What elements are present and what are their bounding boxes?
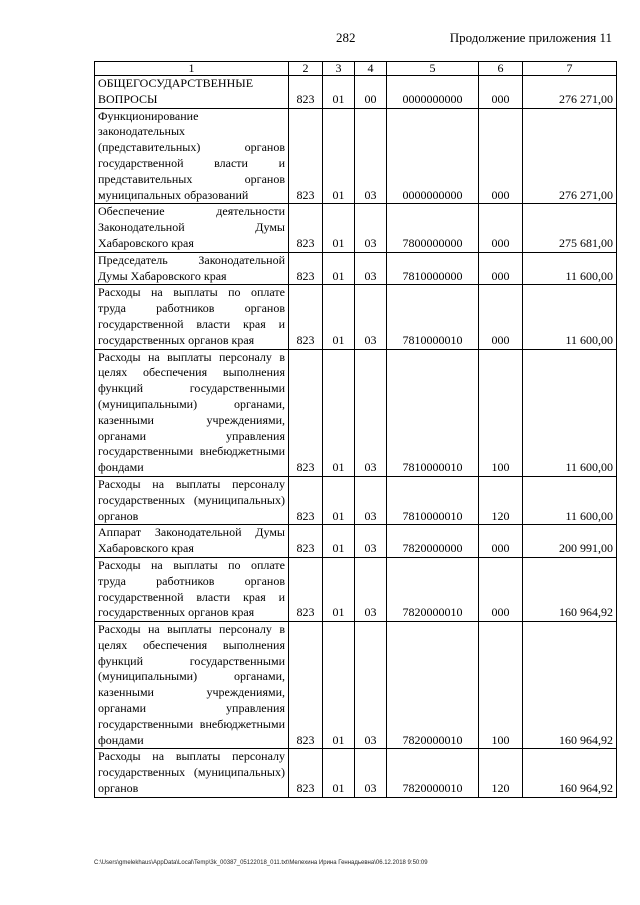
subsection-code: 03 <box>355 622 387 749</box>
expense-type-code: 100 <box>479 349 523 476</box>
amount: 11 600,00 <box>523 252 617 285</box>
amount: 11 600,00 <box>523 285 617 349</box>
amount: 160 964,92 <box>523 557 617 621</box>
appendix-continuation-note: Продолжение приложения 11 <box>449 30 612 45</box>
subsection-code: 03 <box>355 557 387 621</box>
subsection-code: 03 <box>355 525 387 558</box>
column-number: 6 <box>479 62 523 76</box>
subsection-code: 03 <box>355 108 387 204</box>
ministry-code: 823 <box>289 557 323 621</box>
column-number: 7 <box>523 62 617 76</box>
subsection-code: 03 <box>355 749 387 797</box>
expense-name: Аппарат Законодательной Думы Хабаровского края <box>95 525 289 558</box>
section-code: 01 <box>323 622 355 749</box>
target-article-code: 7820000010 <box>387 557 479 621</box>
section-code: 01 <box>323 476 355 524</box>
table-row <box>95 622 617 749</box>
ministry-code: 823 <box>289 108 323 204</box>
table-row <box>95 108 617 204</box>
column-number: 3 <box>323 62 355 76</box>
footer-file-path: C:\Users\gmelekhaus\AppData\Local\Temp\3k_00387_05122018_011.txt\Мелехина Ирина Геннадьевна\06.12.2018 9:50:09 <box>94 860 428 866</box>
section-code: 01 <box>323 525 355 558</box>
table-row <box>95 749 617 797</box>
subsection-code: 03 <box>355 285 387 349</box>
target-article-code: 0000000000 <box>387 108 479 204</box>
section-code: 01 <box>323 285 355 349</box>
ministry-code: 823 <box>289 252 323 285</box>
section-code: 01 <box>323 349 355 476</box>
expense-type-code: 000 <box>479 252 523 285</box>
expense-type-code: 000 <box>479 76 523 109</box>
column-number-row <box>95 62 617 76</box>
amount: 276 271,00 <box>523 108 617 204</box>
table-row <box>95 476 617 524</box>
amount: 160 964,92 <box>523 622 617 749</box>
subsection-code: 03 <box>355 349 387 476</box>
table-row <box>95 204 617 252</box>
ministry-code: 823 <box>289 749 323 797</box>
expense-type-code: 000 <box>479 108 523 204</box>
section-code: 01 <box>323 252 355 285</box>
ministry-code: 823 <box>289 204 323 252</box>
expense-type-code: 120 <box>479 476 523 524</box>
table-row <box>95 525 617 558</box>
amount: 160 964,92 <box>523 749 617 797</box>
column-number: 2 <box>289 62 323 76</box>
ministry-code: 823 <box>289 349 323 476</box>
target-article-code: 7820000000 <box>387 525 479 558</box>
amount: 276 271,00 <box>523 76 617 109</box>
amount: 11 600,00 <box>523 476 617 524</box>
expense-type-code: 000 <box>479 285 523 349</box>
ministry-code: 823 <box>289 622 323 749</box>
amount: 11 600,00 <box>523 349 617 476</box>
subsection-code: 00 <box>355 76 387 109</box>
table-row <box>95 285 617 349</box>
target-article-code: 7810000000 <box>387 252 479 285</box>
column-number: 5 <box>387 62 479 76</box>
expense-name: Расходы на выплаты по оплате труда работников органов государственной власти края и государственных органов края <box>95 285 289 349</box>
expense-name: Расходы на выплаты персоналу государственных (муниципальных) органов <box>95 476 289 524</box>
expense-name: ОБЩЕГОСУДАРСТВЕННЫЕ ВОПРОСЫ <box>95 76 289 109</box>
section-code: 01 <box>323 108 355 204</box>
ministry-code: 823 <box>289 285 323 349</box>
target-article-code: 7810000010 <box>387 285 479 349</box>
expense-name: Расходы на выплаты персоналу в целях обеспечения выполнения функций государственными (муниципальными) органами, казенными учреждениями, органами управления государственными внебюджетными фондами <box>95 349 289 476</box>
ministry-code: 823 <box>289 476 323 524</box>
expense-name: Председатель Законодательной Думы Хабаровского края <box>95 252 289 285</box>
table-row <box>95 76 617 109</box>
target-article-code: 7820000010 <box>387 622 479 749</box>
expense-type-code: 120 <box>479 749 523 797</box>
table-row <box>95 349 617 476</box>
subsection-code: 03 <box>355 204 387 252</box>
expense-type-code: 000 <box>479 204 523 252</box>
expense-name: Обеспечение деятельности Законодательной Думы Хабаровского края <box>95 204 289 252</box>
section-code: 01 <box>323 749 355 797</box>
page-number: 282 <box>336 30 356 45</box>
amount: 275 681,00 <box>523 204 617 252</box>
target-article-code: 7800000000 <box>387 204 479 252</box>
section-code: 01 <box>323 557 355 621</box>
table-row <box>95 252 617 285</box>
expense-name: Функционирование законодательных (представительных) органов государственной власти и представительных органов муниципальных образований <box>95 108 289 204</box>
section-code: 01 <box>323 76 355 109</box>
target-article-code: 7810000010 <box>387 349 479 476</box>
expense-type-code: 100 <box>479 622 523 749</box>
expense-type-code: 000 <box>479 557 523 621</box>
table-row <box>95 557 617 621</box>
section-code: 01 <box>323 204 355 252</box>
target-article-code: 0000000000 <box>387 76 479 109</box>
column-number: 4 <box>355 62 387 76</box>
subsection-code: 03 <box>355 476 387 524</box>
target-article-code: 7810000010 <box>387 476 479 524</box>
column-number: 1 <box>95 62 289 76</box>
ministry-code: 823 <box>289 76 323 109</box>
expense-type-code: 000 <box>479 525 523 558</box>
expense-name: Расходы на выплаты персоналу государственных (муниципальных) органов <box>95 749 289 797</box>
expense-name: Расходы на выплаты по оплате труда работников органов государственной власти края и государственных органов края <box>95 557 289 621</box>
subsection-code: 03 <box>355 252 387 285</box>
ministry-code: 823 <box>289 525 323 558</box>
budget-table <box>94 61 617 798</box>
expense-name: Расходы на выплаты персоналу в целях обеспечения выполнения функций государственными (муниципальными) органами, казенными учреждениями, органами управления государственными внебюджетными фондами <box>95 622 289 749</box>
amount: 200 991,00 <box>523 525 617 558</box>
target-article-code: 7820000010 <box>387 749 479 797</box>
